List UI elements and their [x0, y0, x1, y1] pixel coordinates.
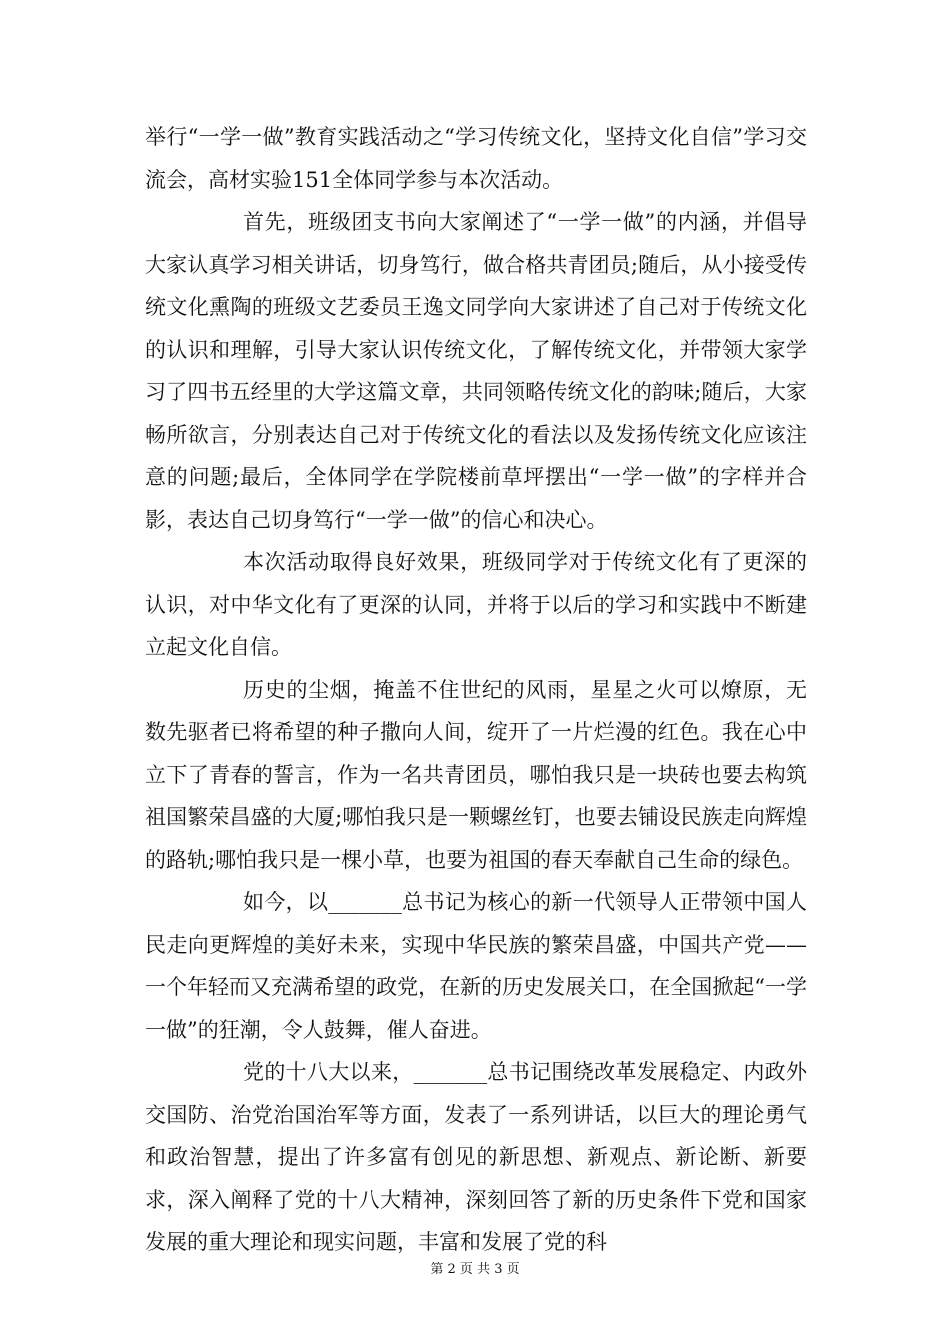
paragraph-5: 如今，以_______总书记为核心的新一代领导人正带领中国人民走向更辉煌的美好未来，实现中华民族的繁荣昌盛，中国共产党——一个年轻而又充满希望的政党，在新的历史发展关口，在全国掀起“一学一做”的狂潮，令人鼓舞，催人奋进。 [145, 890, 807, 1042]
page-footer [0, 1262, 950, 1278]
paragraph-1: 举行“一学一做”教育实践活动之“学习传统文化，坚持文化自信”学习交流会，高材实验151全体同学参与本次活动。 [145, 125, 807, 192]
paragraph-4: 历史的尘烟，掩盖不住世纪的风雨，星星之火可以燎原，无数先驱者已将希望的种子撒向人间，绽开了一片烂漫的红色。我在心中立下了青春的誓言，作为一名共青团员，哪怕我只是一块砖也要去构筑祖国繁荣昌盛的大厦;哪怕我只是一颗螺丝钉，也要去铺设民族走向辉煌的路轨;哪怕我只是一棵小草，也要为祖国的春天奉献自己生命的绿色。 [145, 677, 807, 872]
paragraph-6: 党的十八大以来，_______总书记围绕改革发展稳定、内政外交国防、治党治国治军等方面，发表了一系列讲话，以巨大的理论勇气和政治智慧，提出了许多富有创见的新思想、新观点、新论断、新要求，深入阐释了党的十八大精神，深刻回答了新的历史条件下党和国家发展的重大理论和现实问题，丰富和发展了党的科 [145, 1060, 807, 1254]
page-number: 第 2 页 共 3 页 [430, 1262, 520, 1277]
document-body [145, 116, 807, 1264]
paragraph-3: 本次活动取得良好效果，班级同学对于传统文化有了更深的认识，对中华文化有了更深的认同，并将于以后的学习和实践中不断建立起文化自信。 [145, 550, 807, 659]
paragraph-2: 首先，班级团支书向大家阐述了“一学一做”的内涵，并倡导大家认真学习相关讲话，切身笃行，做合格共青团员;随后，从小接受传统文化熏陶的班级文艺委员王逸文同学向大家讲述了自己对于传统文化的认识和理解，引导大家认识传统文化，了解传统文化，并带领大家学习了四书五经里的大学这篇文章，共同领略传统文化的韵味;随后，大家畅所欲言，分别表达自己对于传统文化的看法以及发扬传统文化应该注意的问题;最后，全体同学在学院楼前草坪摆出“一学一做”的字样并合影，表达自己切身笃行“一学一做”的信心和决心。 [145, 210, 807, 532]
